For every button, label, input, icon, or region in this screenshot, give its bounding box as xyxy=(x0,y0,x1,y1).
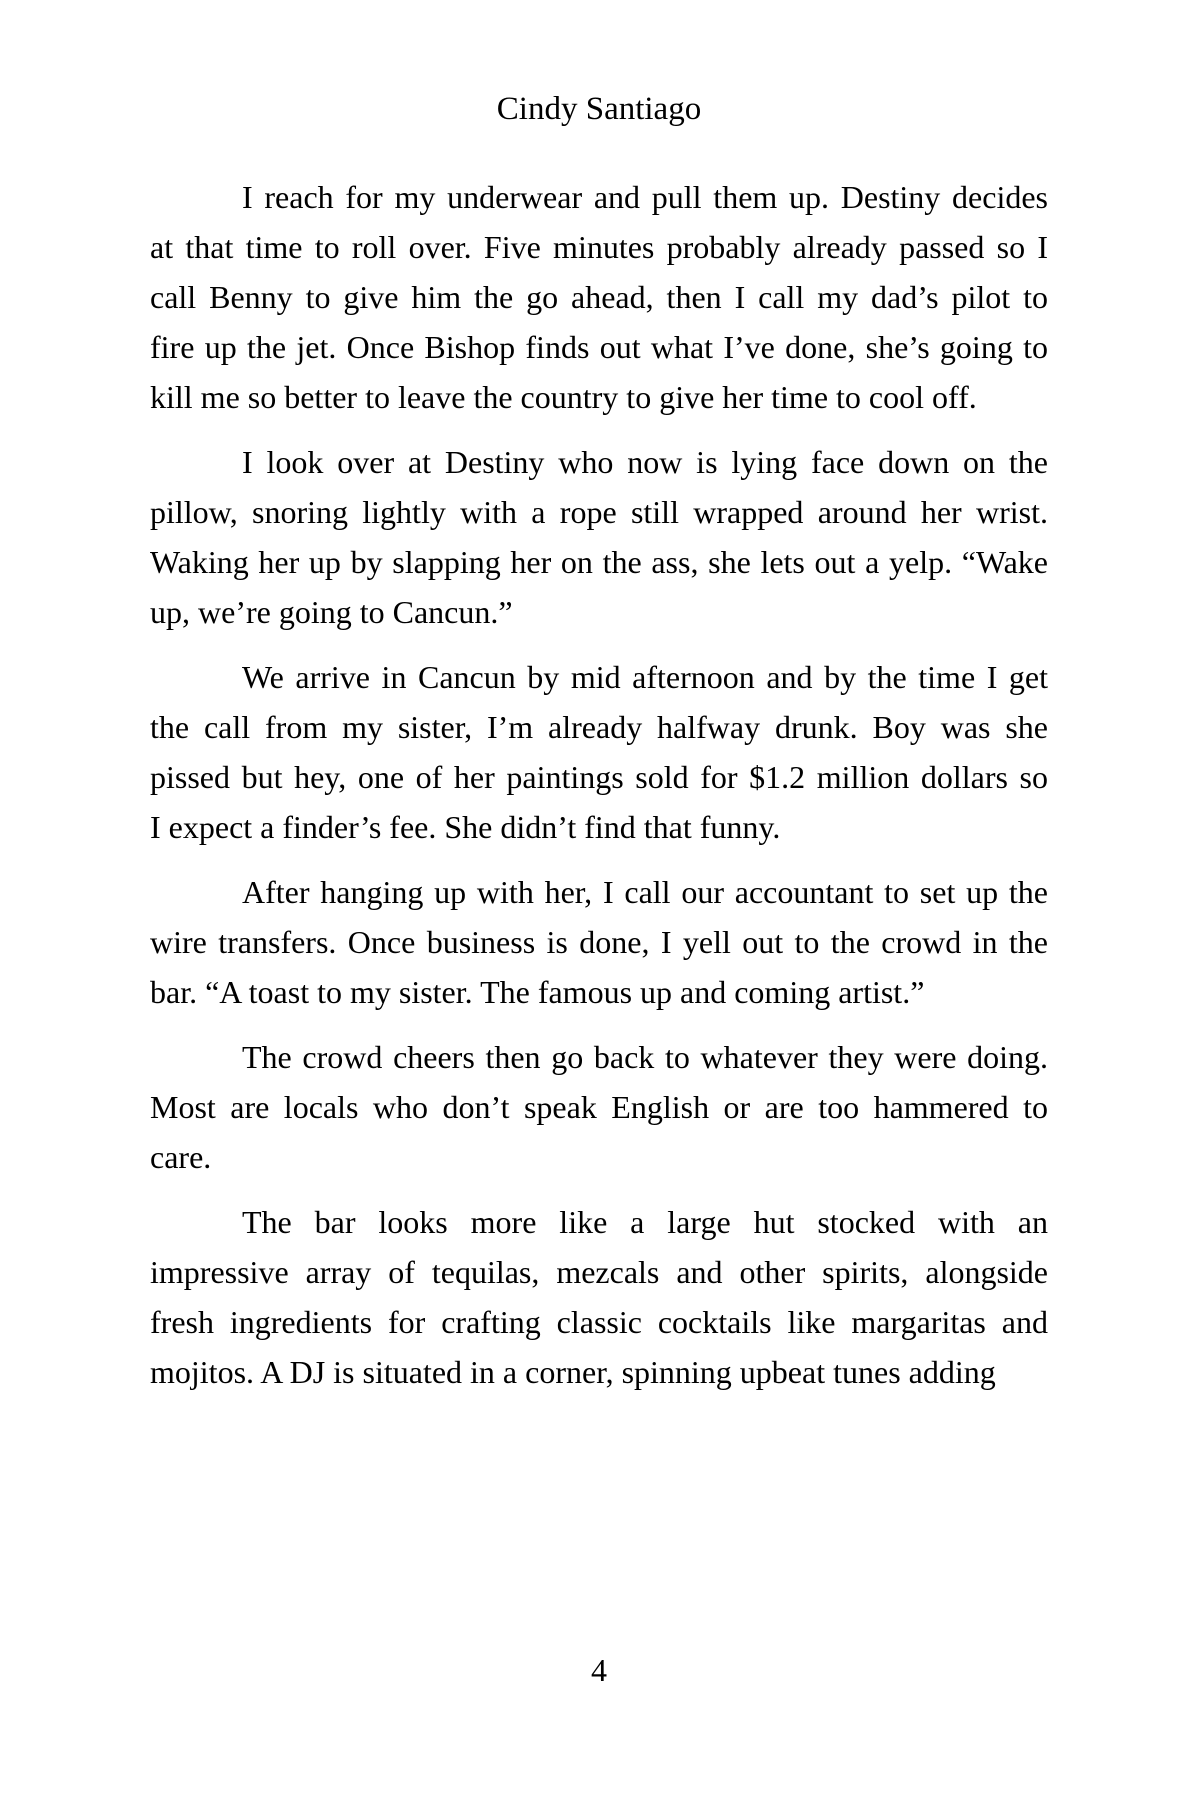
paragraph xyxy=(150,172,1048,422)
text-line: I expect a finder’s fee. She didn’t find that funny. xyxy=(150,809,781,845)
text-line: Most are locals who don’t speak English or are too hammered to xyxy=(150,1089,1048,1125)
body-text xyxy=(150,172,1048,1412)
text-line: at that time to roll over. Five minutes probably already passed so I xyxy=(150,229,1048,265)
text-line: We arrive in Cancun by mid afternoon and by the time I get xyxy=(242,659,1048,695)
text-line: kill me so better to leave the country to give her time to cool off. xyxy=(150,379,977,415)
page-number: 4 xyxy=(591,1652,607,1688)
text-line: call Benny to give him the go ahead, then I call my dad’s pilot to xyxy=(150,279,1048,315)
text-line: impressive array of tequilas, mezcals and other spirits, alongside xyxy=(150,1254,1048,1290)
text-line: Waking her up by slapping her on the ass, she lets out a yelp. “Wake xyxy=(150,544,1048,580)
text-line: The bar looks more like a large hut stocked with an xyxy=(242,1204,1048,1240)
text-line: mojitos. A DJ is situated in a corner, spinning upbeat tunes adding xyxy=(150,1354,996,1390)
text-line: fire up the jet. Once Bishop finds out what I’ve done, she’s going to xyxy=(150,329,1048,365)
text-line: The crowd cheers then go back to whatever they were doing. xyxy=(242,1039,1048,1075)
text-line: After hanging up with her, I call our accountant to set up the xyxy=(242,874,1048,910)
paragraph xyxy=(150,867,1048,1017)
text-line: up, we’re going to Cancun.” xyxy=(150,594,513,630)
page-header-author: Cindy Santiago xyxy=(496,91,702,127)
paragraph xyxy=(150,1197,1048,1397)
text-line: wire transfers. Once business is done, I yell out to the crowd in the xyxy=(150,924,1048,960)
text-line: bar. “A toast to my sister. The famous up and coming artist.” xyxy=(150,974,925,1010)
text-line: the call from my sister, I’m already halfway drunk. Boy was she xyxy=(150,709,1048,745)
paragraph xyxy=(150,1032,1048,1182)
paragraph xyxy=(150,652,1048,852)
text-line: I reach for my underwear and pull them up. Destiny decides xyxy=(242,179,1048,215)
text-line: pillow, snoring lightly with a rope still wrapped around her wrist. xyxy=(150,494,1048,530)
text-line: care. xyxy=(150,1139,212,1175)
text-line: I look over at Destiny who now is lying face down on the xyxy=(242,444,1048,480)
text-line: fresh ingredients for crafting classic cocktails like margaritas and xyxy=(150,1304,1048,1340)
text-line: pissed but hey, one of her paintings sold for $1.2 million dollars so xyxy=(150,759,1048,795)
paragraph xyxy=(150,437,1048,637)
